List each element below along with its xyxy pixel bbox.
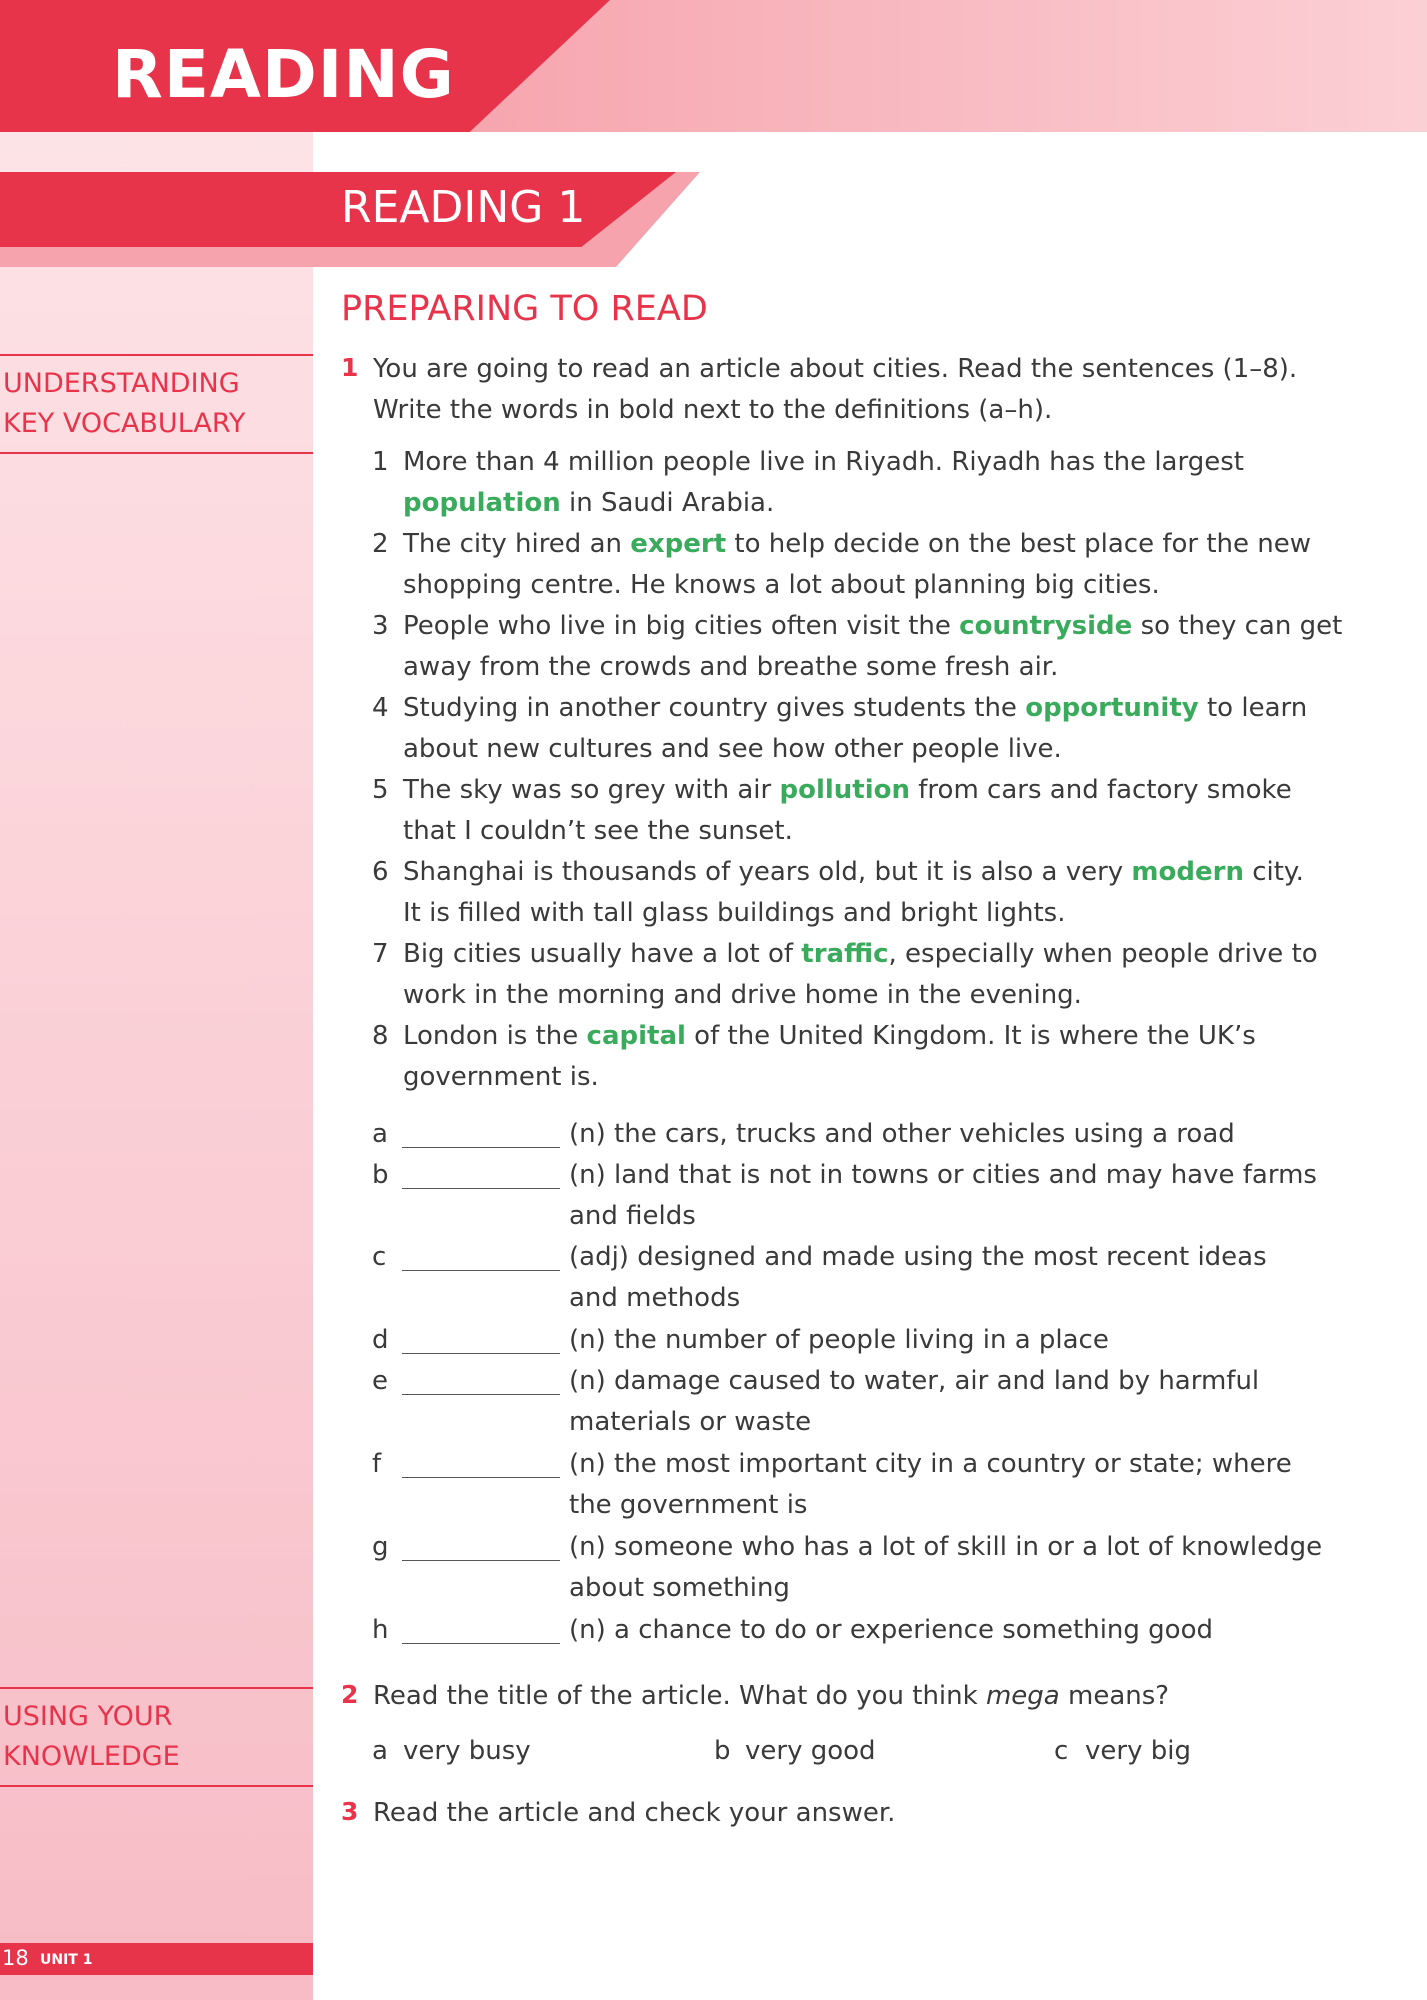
sentence-line: shopping centre. He knows a lot about planning big cities. (403, 570, 1160, 600)
sentence-number: 5 (372, 775, 389, 805)
page-number: 18 (2, 1946, 29, 1970)
definition-text: (n) land that is not in towns or cities and may have farms (569, 1160, 1317, 1190)
definition-text: materials or waste (569, 1407, 812, 1437)
sidebar-label: UNDERSTANDING (3, 368, 240, 399)
sentence-line: The sky was so grey with air pollution from cars and factory smoke (403, 775, 1292, 805)
sentence-line: Shanghai is thousands of years old, but it is also a very modern city. (403, 857, 1304, 887)
sidebar-label: KNOWLEDGE (3, 1741, 180, 1772)
definition-letter: g (372, 1532, 389, 1562)
definition-letter: f (372, 1449, 382, 1479)
sentence-line: It is filled with tall glass buildings and bright lights. (403, 898, 1066, 928)
keyword: population (403, 488, 561, 518)
sentence-number: 7 (372, 939, 389, 969)
definition-text: (adj) designed and made using the most recent ideas (569, 1242, 1267, 1272)
sentence-line: More than 4 million people live in Riyadh. Riyadh has the largest (403, 447, 1244, 477)
keyword: countryside (959, 611, 1133, 641)
sentence-line: Big cities usually have a lot of traffic, especially when people drive to (403, 939, 1318, 969)
page-title: READING (112, 36, 455, 113)
answer-blank[interactable] (402, 1270, 560, 1271)
option-letter: b (714, 1736, 731, 1766)
sentence-line: The city hired an expert to help decide on the best place for the new (403, 529, 1312, 559)
definition-letter: c (372, 1242, 387, 1272)
exercise-instruction: Write the words in bold next to the definitions (a–h). (373, 395, 1053, 425)
exercise-instruction: Read the title of the article. What do you think mega means? (373, 1681, 1170, 1711)
answer-blank[interactable] (402, 1643, 560, 1644)
preparing-to-read-heading: PREPARING TO READ (341, 289, 708, 329)
sentence-number: 3 (372, 611, 389, 641)
sentence-number: 1 (372, 447, 389, 477)
definition-letter: d (372, 1325, 389, 1355)
sidebar-label: USING YOUR (3, 1701, 173, 1732)
sentence-line: population in Saudi Arabia. (403, 488, 775, 518)
sidebar-box-key-vocabulary (0, 354, 313, 454)
sentence-number: 2 (372, 529, 389, 559)
definition-letter: b (372, 1160, 389, 1190)
definition-text: the government is (569, 1490, 808, 1520)
sidebar-label: KEY VOCABULARY (3, 408, 246, 439)
sentence-line: London is the capital of the United Kingdom. It is where the UK’s (403, 1021, 1256, 1051)
definition-text: and methods (569, 1283, 741, 1313)
keyword: modern (1131, 857, 1244, 887)
answer-blank[interactable] (402, 1560, 560, 1561)
definition-text: about something (569, 1573, 790, 1603)
option-text[interactable]: very big (1085, 1736, 1191, 1766)
keyword: pollution (779, 775, 911, 805)
sentence-line: about new cultures and see how other people live. (403, 734, 1062, 764)
sentence-number: 4 (372, 693, 389, 723)
definition-text: (n) the most important city in a country or state; where (569, 1449, 1292, 1479)
option-text[interactable]: very busy (403, 1736, 531, 1766)
exercise-number: 1 (341, 353, 359, 382)
definition-text: (n) the cars, trucks and other vehicles using a road (569, 1119, 1235, 1149)
definition-letter: h (372, 1615, 389, 1645)
exercise-instruction: You are going to read an article about cities. Read the sentences (1–8). (373, 354, 1298, 384)
definition-text: (n) someone who has a lot of skill in or a lot of knowledge (569, 1532, 1323, 1562)
sentence-line: People who live in big cities often visit the countryside so they can get (403, 611, 1343, 641)
definition-letter: a (372, 1119, 388, 1149)
option-letter: a (372, 1736, 388, 1766)
definition-text: (n) the number of people living in a place (569, 1325, 1109, 1355)
option-letter: c (1054, 1736, 1069, 1766)
answer-blank[interactable] (402, 1394, 560, 1395)
answer-blank[interactable] (402, 1147, 560, 1148)
sentence-line: that I couldn’t see the sunset. (403, 816, 793, 846)
sentence-line: away from the crowds and breathe some fresh air. (403, 652, 1059, 682)
exercise-number: 3 (341, 1797, 359, 1826)
section-title: READING 1 (341, 182, 586, 233)
keyword: opportunity (1025, 693, 1199, 723)
exercise-number: 2 (341, 1680, 359, 1709)
sentence-number: 6 (372, 857, 389, 887)
sentence-number: 8 (372, 1021, 389, 1051)
definition-letter: e (372, 1366, 388, 1396)
sentence-line: work in the morning and drive home in the evening. (403, 980, 1082, 1010)
sentence-line: government is. (403, 1062, 599, 1092)
definition-text: and fields (569, 1201, 696, 1231)
keyword: expert (630, 529, 727, 559)
definition-text: (n) a chance to do or experience something good (569, 1615, 1213, 1645)
answer-blank[interactable] (402, 1477, 560, 1478)
unit-label: UNIT 1 (40, 1952, 93, 1968)
answer-blank[interactable] (402, 1353, 560, 1354)
definition-text: (n) damage caused to water, air and land by harmful (569, 1366, 1260, 1396)
sidebar-box-using-knowledge (0, 1687, 313, 1787)
option-text[interactable]: very good (745, 1736, 876, 1766)
sentence-line: Studying in another country gives students the opportunity to learn (403, 693, 1308, 723)
exercise-instruction: Read the article and check your answer. (373, 1798, 896, 1828)
keyword: traffic (801, 939, 889, 969)
answer-blank[interactable] (402, 1188, 560, 1189)
keyword: capital (586, 1021, 686, 1051)
